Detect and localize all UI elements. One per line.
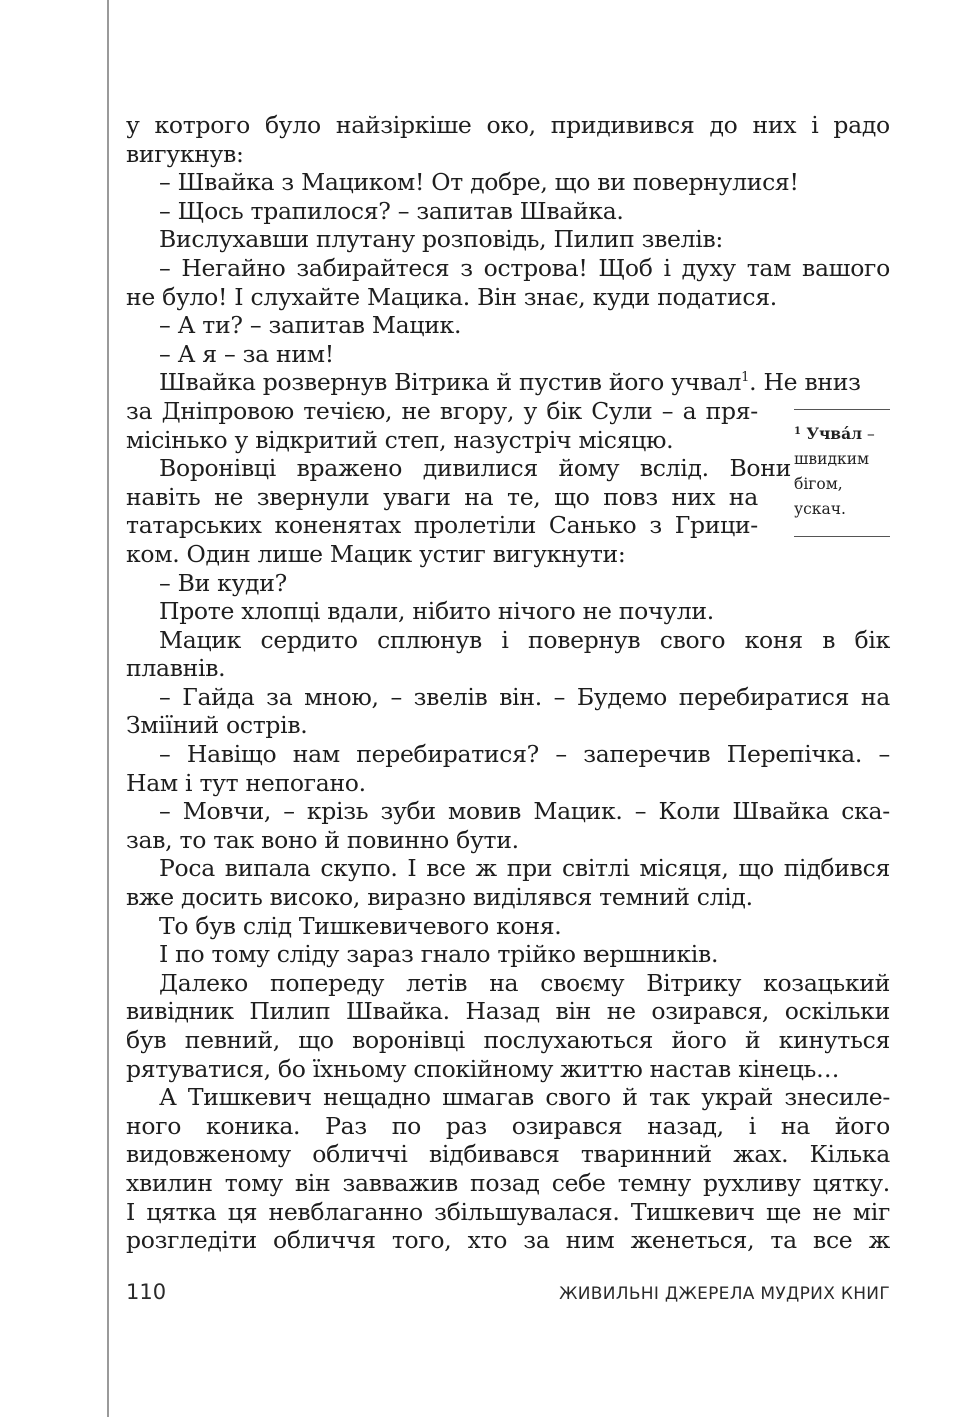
word: все: [813, 1226, 853, 1255]
word: татарських: [126, 511, 262, 540]
text-line: [126, 1112, 890, 1141]
word: украй: [701, 1083, 773, 1112]
word: завважив: [342, 1168, 458, 1197]
word: Санько: [548, 511, 637, 540]
word: його: [834, 1111, 890, 1140]
word: перебиратися: [678, 682, 850, 711]
word: Мовчи,: [182, 797, 271, 826]
text-line-segment: . Не вниз: [749, 368, 861, 397]
word: за: [523, 1226, 550, 1255]
word: крізь: [306, 797, 369, 826]
word: коника.: [205, 1111, 301, 1140]
word: а: [682, 396, 697, 425]
word: Тишкевич: [630, 1197, 755, 1226]
text-line: плавнів.: [126, 654, 226, 683]
text-line: зав, то так воно й повинно бути.: [126, 825, 519, 854]
word: на: [860, 682, 890, 711]
word: –: [159, 253, 171, 282]
word: Мацик.: [533, 797, 623, 826]
word: ця: [227, 1197, 258, 1226]
word: Щоб: [598, 253, 653, 282]
word: цятку.: [812, 1168, 890, 1197]
text-line: [126, 1026, 890, 1055]
word: Вітрику: [646, 968, 742, 997]
word: у: [523, 396, 538, 425]
word: –: [283, 797, 295, 826]
word: місяця,: [639, 854, 729, 883]
footnote: [794, 409, 890, 537]
word: жах.: [733, 1140, 789, 1169]
page-footer: [126, 1280, 890, 1304]
word: Роса: [159, 854, 215, 883]
word: певний,: [184, 1026, 280, 1054]
word: ж: [475, 854, 497, 883]
word: ще: [765, 1197, 802, 1226]
word: він.: [499, 682, 542, 711]
word: світлі: [562, 854, 630, 883]
word: Далеко: [159, 968, 248, 997]
text-line: [126, 969, 890, 998]
margin-rule: [107, 0, 109, 1417]
word: не: [401, 396, 431, 425]
word: бік: [854, 625, 890, 654]
word: й: [622, 1083, 638, 1112]
word: що: [738, 854, 774, 883]
word: вражено: [296, 454, 403, 483]
text-line: [126, 254, 890, 283]
word: –: [555, 740, 567, 769]
word: сплюнув: [377, 625, 482, 654]
text-line: [126, 997, 890, 1026]
word: на: [489, 968, 519, 997]
text-line: То був слід Тишкевичевого коня.: [159, 911, 562, 940]
footnote-term: [794, 424, 862, 443]
word: ска-: [841, 797, 890, 826]
word: назад,: [647, 1111, 724, 1140]
word: міг: [852, 1197, 890, 1226]
word: темну: [617, 1168, 691, 1197]
word: обличчі: [312, 1140, 408, 1169]
word: ж: [868, 1226, 890, 1255]
word: вашого: [802, 253, 890, 282]
word: оскільки: [784, 997, 890, 1026]
word: навіть: [126, 482, 201, 511]
word: Навіщо: [186, 740, 277, 769]
word: на: [464, 482, 494, 511]
text-line: І по тому сліду зараз гнало трійко вершників.: [159, 940, 719, 969]
word: що: [554, 482, 590, 511]
word: –: [878, 740, 890, 769]
text-line: – А я – за ним!: [159, 339, 334, 368]
text-line: – Ви куди?: [159, 568, 287, 597]
word: обличчя: [272, 1226, 376, 1255]
word: відбивався: [429, 1140, 560, 1169]
text-line: Вислухавши плутану розповідь, Пилип звелів:: [159, 225, 724, 254]
word: –: [661, 396, 674, 425]
word: не: [812, 1197, 842, 1226]
word: Тишкевич: [187, 1083, 312, 1112]
word: видовженому: [126, 1140, 291, 1169]
word: тваринний: [580, 1140, 712, 1169]
word: свого: [659, 625, 726, 654]
word: І: [126, 1197, 135, 1226]
word: до: [709, 111, 738, 139]
word: вивідник: [126, 997, 234, 1026]
footnote-definition-line: швидким: [794, 450, 870, 468]
word: себе: [551, 1168, 606, 1197]
word: уваги: [383, 482, 451, 511]
footnote-dash: –: [862, 425, 875, 443]
word: не: [606, 997, 636, 1026]
word: ним: [565, 1226, 615, 1255]
word: своєму: [540, 968, 625, 997]
word: заперечив: [583, 740, 711, 769]
word: з: [460, 253, 473, 282]
word: –: [390, 682, 402, 711]
word: перебиратися?: [356, 740, 539, 769]
word: течією,: [303, 396, 393, 425]
word: дивилися: [422, 454, 538, 483]
page-number: 110: [126, 1280, 167, 1304]
word: все: [426, 854, 466, 883]
word: Дніпровою: [161, 396, 294, 425]
word: Сули: [591, 396, 653, 425]
word: так: [649, 1083, 690, 1112]
word: послухаються: [483, 1026, 654, 1054]
word: летів: [406, 968, 468, 997]
word: було: [264, 111, 321, 139]
word: козацький: [763, 968, 890, 997]
word: при: [506, 854, 553, 883]
footnote-term-text: Учвáл: [806, 424, 863, 443]
text-line: місінько у відкритий степ, назустріч місяцю.: [126, 425, 674, 454]
word: і: [811, 111, 819, 139]
word: рухливу: [703, 1168, 801, 1197]
text-line: [126, 626, 890, 655]
text-line: [126, 1226, 890, 1255]
text-line: [126, 483, 758, 512]
text-line: [126, 683, 890, 712]
word: Перепічка.: [726, 740, 863, 769]
text-line: [126, 454, 791, 483]
word: радо: [833, 111, 890, 139]
word: він: [294, 1168, 331, 1197]
text-line: [126, 797, 890, 826]
word: сердито: [260, 625, 358, 654]
word: найзіркіше: [335, 111, 472, 139]
word: котрого: [154, 111, 250, 139]
footnote-definition-line: бігом,: [794, 475, 843, 493]
word: на: [728, 482, 758, 511]
word: в: [822, 625, 836, 654]
word: зуби: [380, 797, 436, 826]
word: –: [159, 740, 171, 769]
word: них: [752, 111, 797, 139]
word: них: [671, 482, 716, 511]
word: мною,: [304, 682, 379, 711]
word: хвилин: [126, 1168, 213, 1197]
word: і: [501, 625, 509, 654]
text-line: [126, 854, 890, 883]
word: –: [634, 797, 647, 826]
word: Грици-: [674, 511, 758, 540]
text-line: ком. Один лише Мацик устиг вигукнути:: [126, 539, 626, 568]
word: Швайка.: [346, 997, 450, 1026]
word: Воронівці: [159, 454, 276, 483]
footnote-reference: 1: [741, 370, 750, 386]
word: Пилип: [249, 997, 331, 1026]
text-line: [126, 511, 758, 540]
text-line: не було! І слухайте Мацика. Він знає, куди податися.: [126, 282, 777, 311]
word: тому: [224, 1168, 283, 1197]
word: що: [298, 1026, 334, 1054]
word: по: [391, 1111, 421, 1140]
word: –: [159, 797, 171, 826]
word: повз: [603, 482, 658, 511]
word: його: [671, 1026, 727, 1054]
footnote-definition-line: ускач.: [794, 500, 846, 518]
word: хто: [467, 1226, 508, 1255]
text-line: Нам і тут непогано.: [126, 768, 366, 797]
footnote-number: 1: [794, 426, 801, 437]
word: розгледіти: [126, 1226, 257, 1255]
word: око,: [486, 111, 536, 139]
word: кинуться: [778, 1026, 890, 1054]
word: нещадно: [323, 1083, 431, 1112]
text-line: [126, 111, 890, 140]
word: на: [780, 1111, 810, 1140]
word: збільшувалася.: [434, 1197, 620, 1226]
text-line: [126, 368, 890, 397]
word: скупо.: [320, 854, 398, 883]
word: вгору,: [439, 396, 515, 425]
word: мовив: [448, 797, 522, 826]
text-line: – Швайка з Мациком! От добре, що ви повернулися!: [159, 168, 799, 197]
word: Назад: [465, 997, 540, 1026]
word: коня: [744, 625, 803, 654]
word: А: [159, 1083, 177, 1112]
word: вслід.: [639, 454, 709, 483]
word: звернули: [256, 482, 370, 511]
word: Мацик: [159, 625, 242, 654]
word: Негайно: [181, 253, 286, 282]
body-text: [126, 111, 890, 1255]
word: забирайтеся: [296, 253, 450, 282]
word: невблаганно: [268, 1197, 423, 1226]
word: Швайка: [732, 797, 830, 826]
running-title: ЖИВИЛЬНІ ДЖЕРЕЛА МУДРИХ КНИГ: [559, 1284, 890, 1304]
word: бік: [546, 396, 582, 425]
word: І: [407, 854, 417, 883]
word: воронівці: [352, 1026, 466, 1054]
text-line: вже досить високо, виразно виділявся темний слід.: [126, 883, 753, 912]
word: повернув: [528, 625, 641, 654]
word: і: [748, 1111, 756, 1140]
text-line: вигукнув:: [126, 139, 244, 168]
word: ного: [126, 1111, 182, 1140]
word: пря-: [705, 396, 758, 425]
word: з: [649, 511, 662, 540]
word: й: [744, 1026, 761, 1054]
word: знесиле-: [784, 1083, 890, 1112]
text-line: Проте хлопці вдали, нібито нічого не почули.: [159, 597, 714, 626]
word: за: [266, 682, 293, 711]
word: цятка: [146, 1197, 217, 1226]
word: він: [555, 997, 592, 1026]
word: Вони: [729, 454, 791, 483]
word: того,: [391, 1226, 452, 1255]
text-line: [126, 1198, 890, 1227]
word: Кілька: [809, 1140, 890, 1169]
text-line-segment: Швайка розвернув Вітрика й пустив його учвал: [159, 368, 742, 397]
word: та: [770, 1226, 797, 1255]
word: раз: [445, 1111, 487, 1140]
word: Раз: [325, 1111, 367, 1140]
word: острова!: [483, 253, 588, 282]
word: придивився: [550, 111, 695, 139]
word: там: [746, 253, 792, 282]
word: коненятах: [274, 511, 401, 540]
word: Коли: [658, 797, 721, 826]
word: за: [126, 396, 153, 425]
word: женеться,: [630, 1226, 755, 1255]
text-line: – А ти? – запитав Мацик.: [159, 311, 462, 340]
word: шмагав: [442, 1083, 534, 1112]
word: не: [214, 482, 244, 511]
text-line: – Щось трапилося? – запитав Швайка.: [159, 196, 624, 225]
word: те,: [507, 482, 541, 511]
word: підбився: [783, 854, 890, 883]
word: і: [663, 253, 671, 282]
footnote-heading: [794, 421, 890, 447]
word: йому: [558, 454, 620, 483]
word: озирався: [511, 1111, 623, 1140]
word: пролетіли: [413, 511, 537, 540]
word: попереду: [269, 968, 385, 997]
text-line: [126, 740, 890, 769]
text-line: [126, 397, 758, 426]
word: –: [553, 682, 566, 711]
word: озирався,: [651, 997, 770, 1026]
word: позад: [469, 1168, 540, 1197]
word: був: [126, 1026, 167, 1054]
text-line: [126, 1140, 890, 1169]
word: випала: [224, 854, 311, 883]
word: нам: [292, 740, 340, 769]
text-line: Зміїний острів.: [126, 711, 308, 740]
word: Гайда: [182, 682, 255, 711]
word: у: [126, 111, 140, 139]
word: звелів: [413, 682, 488, 711]
word: духу: [681, 253, 736, 282]
text-line: [126, 1169, 890, 1198]
word: свого: [545, 1083, 611, 1112]
text-line: рятуватися, бо їхньому спокійному життю настав кінець…: [126, 1054, 840, 1083]
word: –: [159, 682, 171, 711]
text-line: [126, 1083, 890, 1112]
word: Будемо: [576, 682, 667, 711]
